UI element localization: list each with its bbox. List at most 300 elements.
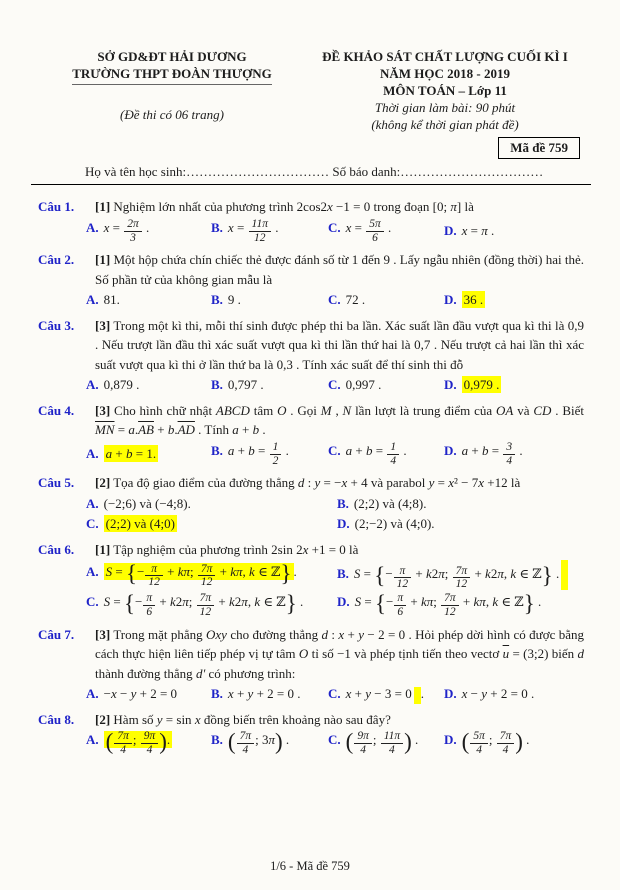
options-row	[86, 218, 584, 245]
question-6	[38, 540, 584, 619]
math-var: k	[426, 566, 432, 582]
option-answer: (2;2) và (4;8).	[353, 495, 427, 511]
header	[38, 48, 584, 133]
fraction	[270, 441, 282, 467]
fraction-denominator: 6	[397, 605, 404, 618]
fraction-denominator: 12	[444, 605, 456, 618]
fraction	[197, 592, 215, 618]
question-stem: [1] Nghiệm lớn nhất của phương trình 2cos2x −1 = 0 trong đoạn [0; π] là	[95, 199, 474, 214]
option-letter: B.	[211, 292, 223, 308]
big-delimiter: }	[285, 590, 297, 616]
question-weight: [2]	[95, 475, 111, 491]
option-letter: D.	[444, 292, 457, 308]
big-delimiter: )	[515, 729, 523, 755]
math-var: b	[167, 422, 175, 438]
math-var: N	[342, 402, 352, 418]
math-var: π	[438, 566, 445, 582]
fraction	[366, 218, 384, 244]
option-answer: 0,997 .	[345, 377, 382, 393]
option-B[interactable]	[211, 441, 326, 468]
option-B[interactable]	[337, 494, 584, 514]
option-B[interactable]	[211, 375, 326, 395]
fraction-numerator: 7π	[497, 730, 515, 744]
fraction-numerator: 9π	[141, 730, 159, 744]
fraction	[354, 730, 372, 756]
vector-overline: $\overline{u}$	[502, 646, 510, 662]
math-var: a	[105, 446, 113, 462]
option-C[interactable]	[86, 514, 335, 534]
math-var: x	[338, 626, 345, 642]
math-var: k	[492, 593, 499, 609]
option-letter: B.	[211, 377, 223, 393]
question-weight: [1]	[95, 541, 111, 557]
option-D[interactable]	[444, 375, 584, 395]
option-answer-highlighted: a + b = 1.	[105, 446, 157, 462]
option-letter: C.	[328, 292, 341, 308]
big-delimiter: }	[523, 590, 535, 616]
option-A[interactable]	[86, 494, 335, 514]
option-answer: 0,797 .	[227, 377, 264, 393]
option-letter: C.	[328, 442, 341, 458]
question-stem: [3] Trong một kì thi, mỗi thí sinh được phép thi ba lần. Xác suất lần đầu vượt qua kì thi là 0,9 . Nếu trượt lần đầu thì xác suất vượt qua kì thi lần thứ hai là 0,7 . Nếu trượt cả hai lần thì xác suất vượt qua kì thi ở lần thứ ba là 0,3 . Tính xác suất để thí sinh thi đỗ	[95, 317, 584, 372]
option-answer: ( $\frac{5\pi}{4}$ ; $\frac{7\pi}{4}$ ) .	[461, 729, 530, 757]
meta-section	[38, 140, 584, 185]
question-number: Câu 7.	[38, 626, 75, 642]
big-delimiter: (	[105, 729, 114, 755]
math-var: OA	[496, 402, 514, 418]
fraction	[124, 218, 142, 244]
math-var: y	[365, 686, 372, 702]
math-var: b	[481, 442, 489, 458]
option-C[interactable]	[328, 441, 442, 468]
question-stem: [3] Cho hình chữ nhật ABCD tâm O . Gọi M , N lần lượt là trung điểm của OA và CD . Biết $\overline{MN} = a.\overline{AB} + b.\overline{AD}$ . Tính a + b .	[95, 402, 585, 438]
big-delimiter: (	[461, 729, 470, 755]
question-number: Câu 3.	[38, 317, 75, 333]
option-D[interactable]	[444, 221, 584, 241]
big-delimiter: )	[275, 729, 283, 755]
math-var: x	[461, 686, 468, 702]
fraction-denominator: 4	[120, 744, 126, 757]
fraction-denominator: 6	[146, 605, 153, 618]
vector-overline: $\overline{MN}$	[95, 422, 115, 438]
math-var: S	[353, 566, 361, 582]
option-D[interactable]	[337, 592, 584, 619]
option-letter: C.	[86, 516, 99, 532]
student-name-label: Họ và tên học sinh:	[85, 164, 187, 179]
option-C[interactable]	[328, 290, 442, 310]
fraction	[145, 563, 163, 589]
duration-note: (không kể thời gian phát đề)	[371, 117, 519, 132]
option-letter: D.	[444, 732, 457, 748]
option-letter: B.	[211, 219, 223, 235]
option-letter: B.	[337, 495, 349, 511]
fraction	[237, 730, 255, 756]
math-var: O	[298, 646, 309, 662]
fraction-denominator: 4	[360, 744, 366, 757]
question-7	[38, 625, 584, 704]
question-stem: [1] Tập nghiệm của phương trình 2sin 2x +1 = 0 là	[95, 541, 359, 557]
math-var: b	[125, 446, 133, 462]
math-var: kπ	[230, 564, 243, 580]
math-var: x	[327, 199, 333, 214]
options-row	[86, 560, 584, 618]
fraction-denominator: 12	[396, 578, 409, 591]
option-letter: A.	[86, 495, 99, 511]
big-delimiter: }	[280, 561, 292, 587]
math-var: x	[110, 686, 117, 702]
option-C[interactable]	[86, 592, 335, 619]
fraction-denominator: 4	[390, 454, 397, 467]
option-answer: 9 .	[227, 292, 241, 308]
fraction	[497, 730, 515, 756]
fraction-denominator: 12	[455, 578, 468, 591]
fraction-numerator: 7π	[453, 565, 471, 579]
option-B[interactable]	[337, 560, 584, 591]
option-C[interactable]	[328, 730, 442, 757]
math-var: π	[182, 593, 189, 609]
math-var: y	[358, 626, 365, 642]
math-var: k	[169, 593, 176, 609]
fraction	[453, 565, 471, 591]
option-answer: S = {− $\frac{\pi}{6}$ + k2π; $\frac{7\pi}{12}$ + k2π, k ∈ ℤ} .	[103, 590, 304, 618]
math-var: y	[130, 686, 137, 702]
math-var: k	[249, 564, 255, 580]
option-answer: a + b = $\frac{1}{2}$ .	[227, 441, 289, 467]
divider	[31, 184, 591, 185]
subject-line: MÔN TOÁN – Lớp 11	[383, 83, 507, 98]
option-A[interactable]	[86, 218, 209, 245]
big-delimiter: {	[374, 590, 387, 616]
option-answer: x = $\frac{11\pi}{12}$ .	[227, 217, 279, 244]
math-var: x	[227, 219, 234, 235]
math-var: k	[254, 593, 261, 609]
option-letter: C.	[328, 732, 341, 748]
question-weight: [2]	[95, 711, 111, 727]
fraction-numerator: π	[145, 563, 163, 577]
option-letter: C.	[328, 686, 341, 702]
math-var: y	[314, 475, 321, 491]
math-var: x	[448, 475, 454, 491]
header-right	[306, 48, 584, 133]
math-var: M	[320, 402, 332, 418]
math-var: x	[341, 475, 348, 491]
options-row	[86, 684, 584, 704]
question-number: Câu 8.	[38, 711, 75, 727]
big-delimiter: {	[125, 561, 138, 587]
math-var: d′	[195, 665, 206, 681]
option-answer: 72 .	[345, 292, 366, 308]
math-var: π	[450, 199, 457, 214]
question-weight: [1]	[95, 252, 111, 268]
math-var: π	[268, 732, 275, 748]
fraction-numerator: 9π	[354, 730, 372, 744]
exam-title: ĐỀ KHẢO SÁT CHẤT LƯỢNG CUỐI KÌ I	[322, 49, 568, 64]
student-name-blank[interactable]: ……………………………	[186, 164, 330, 179]
option-letter: D.	[337, 516, 350, 532]
option-answer: x = $\frac{5\pi}{6}$ .	[345, 217, 392, 244]
option-answer: x + y + 2 = 0 .	[227, 686, 301, 702]
fraction	[503, 441, 515, 467]
math-var: kπ	[177, 564, 191, 580]
fraction-denominator: 4	[502, 744, 509, 757]
options-row	[86, 290, 584, 310]
question-stem: [2] Hàm số y = sin x đồng biến trên khoảng nào sau đây?	[95, 711, 391, 727]
option-answer: x − y + 2 = 0 .	[461, 686, 535, 702]
math-var: d	[577, 646, 585, 662]
option-answer: 0,879 .	[103, 377, 140, 393]
option-D[interactable]	[444, 684, 584, 704]
fraction-numerator: 7π	[237, 730, 255, 744]
student-id-label: Số báo danh:	[329, 164, 401, 179]
option-letter: A.	[86, 377, 99, 393]
fraction-denominator: 12	[199, 605, 212, 618]
vector-overline: $\overline{AB}$	[138, 422, 154, 438]
question-stem: [2] Tọa độ giao điểm của đường thẳng d : y = −x + 4 và parabol y = x² − 7x +12 là	[95, 475, 521, 491]
option-D[interactable]	[337, 514, 584, 534]
question-weight: [1]	[95, 199, 111, 214]
option-letter: C.	[328, 219, 341, 235]
option-letter: D.	[444, 377, 457, 393]
fraction-denominator: 4	[476, 744, 482, 757]
student-id-blank[interactable]: ……………………………	[400, 164, 544, 179]
fraction	[114, 730, 132, 756]
option-answer-highlighted: 0,979 .	[463, 377, 500, 393]
option-answer: a + b = $\frac{3}{4}$ .	[461, 441, 523, 467]
math-var: a	[128, 422, 135, 438]
math-var: π	[241, 593, 248, 609]
fraction	[441, 592, 459, 618]
math-var: x	[194, 711, 201, 727]
option-B[interactable]	[211, 290, 326, 310]
option-answer: x + y − 3 = 0 .	[346, 686, 424, 701]
fraction	[470, 730, 488, 756]
fraction-numerator: 7π	[197, 592, 215, 606]
option-answer: (−2;6) và (−4;8).	[103, 495, 191, 511]
option-letter: C.	[86, 593, 99, 609]
math-var: y	[481, 686, 488, 702]
option-B[interactable]	[211, 730, 326, 757]
fraction-numerator: 5π	[366, 218, 384, 232]
question-8	[38, 710, 584, 757]
option-letter: A.	[86, 219, 99, 235]
math-var: d	[321, 626, 329, 642]
option-letter: B.	[211, 686, 223, 702]
exam-code-box: Mã đề 759	[498, 137, 580, 159]
option-D[interactable]	[444, 441, 584, 468]
option-A[interactable]: A. S = {− $\frac{\pi}{12}$ + kπ; $\frac{7\pi}{12}$ + kπ, k ∈ ℤ} .	[86, 561, 297, 589]
math-var: S	[103, 593, 111, 609]
department-name: SỞ GD&ĐT HẢI DƯƠNG	[97, 49, 247, 64]
question-weight: [3]	[95, 626, 111, 642]
options-row	[86, 441, 584, 468]
option-C[interactable]	[328, 684, 442, 704]
math-var: k	[485, 566, 491, 582]
question-stem: [3] Trong mặt phẳng Oxy cho đường thẳng d : x + y − 2 = 0 . Hỏi phép dời hình có được bằng cách thực hiện liên tiếp phép vị tự tâm O tỉ số −1 và phép tịnh tiến theo vectơ $\overline{u}$ = (3;2) biến d thành đường thẳng d′ có phương trình:	[95, 626, 585, 681]
fraction	[387, 441, 399, 467]
fraction	[249, 218, 271, 244]
school-name: TRƯỜNG THPT ĐOÀN THƯỢNG	[38, 65, 306, 85]
math-var: y	[156, 711, 163, 727]
option-letter: C.	[328, 377, 341, 393]
question-stem: [1] Một hộp chứa chín chiếc thẻ được đánh số từ 1 đến 9 . Lấy ngẫu nhiên (đồng thời) hai thẻ. Số phần tử của không gian mẫu là	[95, 252, 584, 287]
math-var: b	[365, 442, 373, 458]
question-3	[38, 316, 584, 395]
big-delimiter: }	[541, 563, 553, 589]
option-A[interactable]	[86, 375, 209, 395]
option-letter: A.	[86, 564, 99, 580]
option-A[interactable]	[86, 684, 209, 704]
school-year: NĂM HỌC 2018 - 2019	[380, 66, 510, 81]
option-letter: D.	[337, 593, 350, 609]
math-var: CD	[533, 402, 552, 418]
option-answer: ( $\frac{9\pi}{4}$ ; $\frac{11\pi}{4}$ ) .	[345, 729, 419, 757]
options-row	[86, 375, 584, 395]
fraction	[141, 730, 159, 756]
fraction-numerator: 7π	[198, 563, 216, 577]
big-delimiter: {	[374, 563, 386, 589]
student-info-line	[85, 164, 584, 180]
option-answer-highlighted: S = {− $\frac{\pi}{12}$ + kπ; $\frac{7\pi}{12}$ + kπ, k ∈ ℤ}	[105, 561, 292, 589]
question-number: Câu 2.	[38, 252, 75, 268]
fraction-denominator: 12	[254, 231, 266, 244]
option-letter: A.	[86, 686, 99, 702]
option-letter: A.	[86, 732, 99, 748]
option-A[interactable]	[86, 444, 209, 464]
option-letter: D.	[444, 442, 457, 458]
question-1	[38, 197, 584, 244]
option-answer: a + b = $\frac{1}{4}$ .	[345, 441, 407, 467]
question-weight: [3]	[95, 402, 111, 418]
highlight-bar	[414, 687, 421, 704]
math-var: kπ	[473, 593, 486, 609]
option-answer: x = $\frac{2\pi}{3}$ .	[103, 217, 150, 244]
math-var: x	[103, 219, 110, 235]
math-var: a	[345, 442, 353, 458]
math-var: x	[302, 541, 309, 557]
big-delimiter: (	[345, 729, 354, 755]
option-answer: ( $\frac{7\pi}{4}$ ; 3π) .	[227, 729, 290, 757]
big-delimiter: )	[404, 729, 412, 755]
fraction	[394, 592, 406, 618]
duration-line: Thời gian làm bài: 90 phút	[374, 100, 516, 115]
fraction-denominator: 2	[272, 454, 279, 467]
option-B[interactable]	[211, 684, 326, 704]
fraction-numerator: 2π	[124, 218, 142, 232]
math-var: O	[277, 402, 287, 418]
question-5	[38, 473, 584, 534]
question-number: Câu 1.	[38, 199, 75, 214]
option-letter: B.	[211, 732, 223, 748]
option-answer-highlighted: 36 .	[463, 292, 484, 308]
math-var: Oxy	[206, 626, 227, 642]
option-C[interactable]	[328, 375, 442, 395]
fraction-numerator: 7π	[114, 730, 132, 744]
option-answer: −x − y + 2 = 0	[103, 686, 178, 702]
fraction-denominator: 4	[146, 744, 153, 757]
option-B[interactable]	[211, 218, 326, 245]
option-answer: 81.	[103, 292, 120, 308]
math-var: d	[297, 475, 305, 491]
math-var: π	[481, 223, 488, 239]
fraction	[381, 730, 403, 756]
options-row	[86, 730, 584, 757]
option-answer-highlighted: ( $\frac{7\pi}{4}$ ; $\frac{9\pi}{4}$ ).	[105, 729, 171, 757]
option-A[interactable]	[86, 730, 209, 757]
math-var: S	[354, 593, 362, 609]
option-D[interactable]	[444, 730, 584, 757]
option-letter: A.	[86, 292, 99, 308]
math-var: y	[428, 475, 435, 491]
fraction-denominator: 12	[148, 576, 160, 589]
option-answer: S = {− $\frac{\pi}{12}$ + k2π; $\frac{7\pi}{12}$ + k2π, k ∈ ℤ} .	[354, 566, 568, 581]
math-var: b	[248, 442, 255, 458]
fraction-numerator: 7π	[441, 592, 459, 606]
math-var: ABCD	[215, 402, 250, 418]
math-var: k	[510, 566, 517, 582]
question-4	[38, 401, 584, 468]
question-number: Câu 5.	[38, 475, 75, 491]
header-left	[38, 48, 306, 133]
math-var: x	[227, 686, 234, 702]
fraction-denominator: 3	[130, 231, 136, 244]
math-var: kπ	[420, 593, 434, 609]
fraction-numerator: 11π	[249, 218, 271, 232]
fraction-numerator: 5π	[470, 730, 488, 744]
fraction-denominator: 4	[506, 454, 513, 467]
math-var: y	[247, 686, 254, 702]
fraction-numerator: 3	[503, 441, 515, 455]
math-var: π	[497, 566, 504, 582]
option-letter: A.	[86, 446, 99, 462]
math-var: x	[478, 475, 484, 491]
math-var: a	[232, 422, 239, 438]
option-answer: S = {− $\frac{\pi}{6}$ + kπ; $\frac{7\pi}{12}$ + kπ, k ∈ ℤ} .	[354, 590, 542, 618]
big-delimiter: {	[123, 590, 136, 616]
option-D[interactable]	[444, 290, 584, 310]
pages-note: (Đề thi có 06 trang)	[120, 106, 224, 122]
fraction-numerator: 1	[387, 441, 399, 455]
math-var: a	[227, 442, 235, 458]
option-answer-highlighted: (2;2) và (4;0)	[105, 516, 175, 532]
page-footer: 1/6 - Mã đề 759	[270, 859, 350, 873]
math-var: x	[345, 686, 352, 702]
big-delimiter: (	[227, 729, 236, 755]
questions	[38, 197, 584, 757]
math-var: x	[461, 223, 468, 239]
question-number: Câu 6.	[38, 541, 75, 557]
question-weight: [3]	[95, 317, 111, 333]
math-var: x	[345, 219, 352, 235]
question-2	[38, 250, 584, 310]
fraction-numerator: π	[394, 565, 412, 579]
option-answer: (2;−2) và (4;0).	[354, 516, 435, 532]
fraction-denominator: 6	[372, 231, 378, 244]
fraction-denominator: 4	[242, 744, 249, 757]
fraction	[394, 565, 412, 591]
math-var: S	[105, 564, 113, 580]
fraction-denominator: 12	[200, 576, 213, 589]
options-row	[86, 494, 584, 534]
option-A[interactable]	[86, 290, 209, 310]
fraction-numerator: 1	[270, 441, 282, 455]
option-letter: B.	[211, 442, 223, 458]
option-C[interactable]	[328, 218, 442, 245]
fraction	[198, 563, 216, 589]
vector-overline: $\overline{AD}$	[177, 422, 195, 438]
math-var: b	[252, 422, 260, 438]
fraction-numerator: 11π	[381, 730, 403, 744]
big-delimiter: )	[159, 729, 167, 755]
